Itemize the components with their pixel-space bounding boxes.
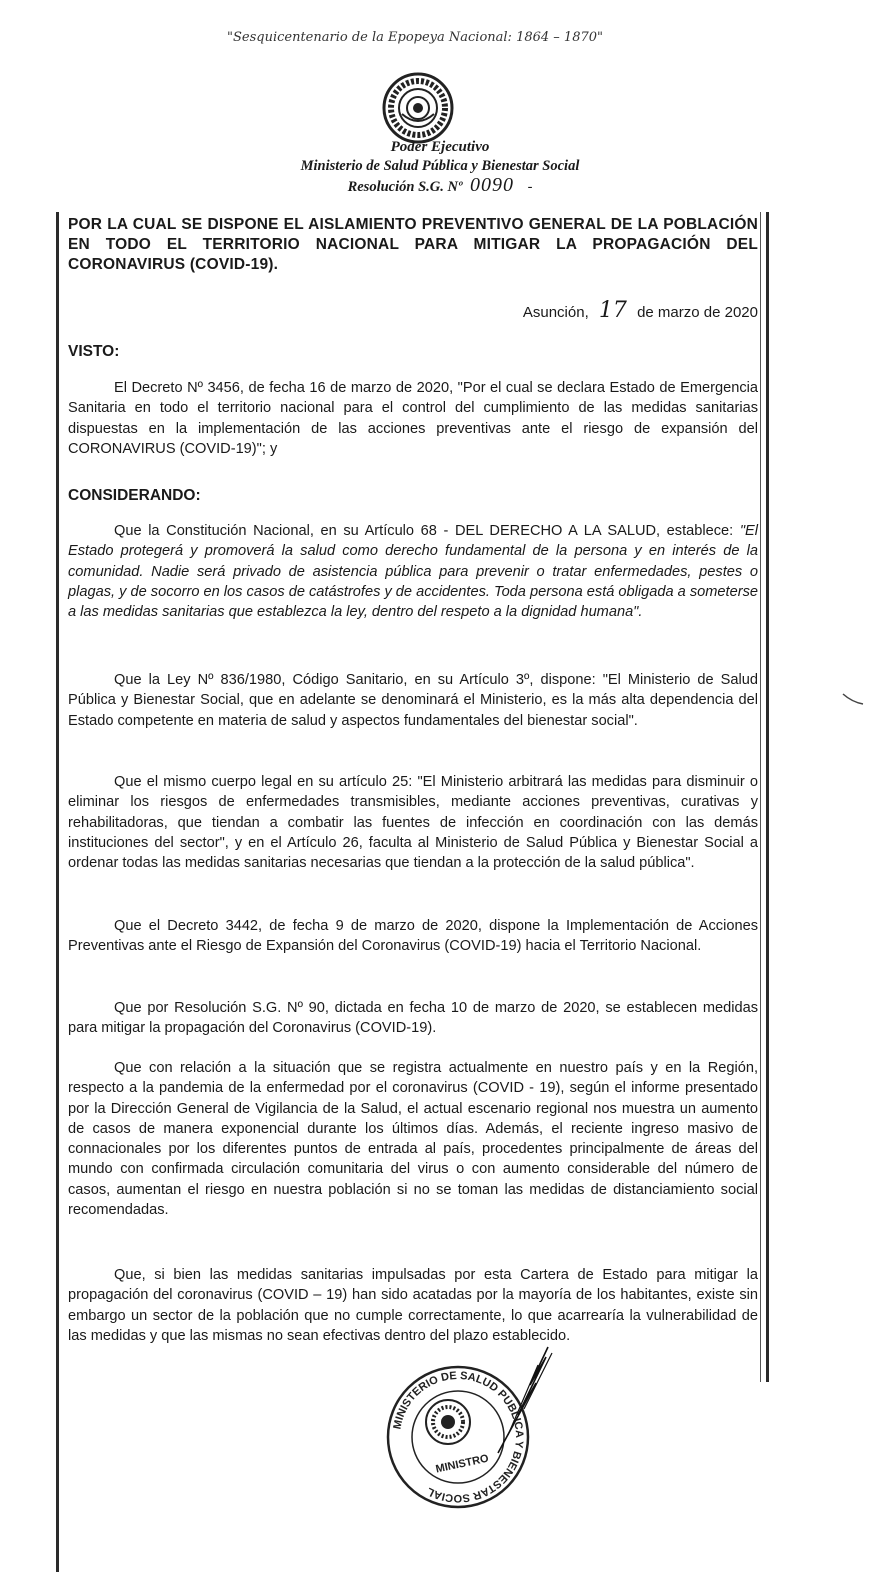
date-day: 17 xyxy=(598,298,627,323)
visto-paragraph xyxy=(68,378,758,459)
p7-text: Que, si bien las medidas sanitarias impulsadas por esta Cartera de Estado para mitigar la propagación del coronavirus (COVID – 19) han sido acatadas por la mayoría de los habitantes, existe sin embargo un sector de la población que no cumple correctamente, lo que acarrearía la vulnerabilidad de las medidas y que las mismas no sean efectivas dentro del plazo establecido. xyxy=(68,1267,758,1344)
visto-text: El Decreto Nº 3456, de fecha 16 de marzo de 2020, "Por el cual se declara Estado de Emergencia Sanitaria en todo el territorio nacional para el control del cumplimiento de las medidas sanitarias dispuestas en la implementación de las acciones preventivas ante el riesgo de expansión del CORONAVIRUS (COVID-19)"; y xyxy=(68,380,758,457)
date-rest: de marzo de 2020 xyxy=(637,304,758,321)
considerando-paragraph-6 xyxy=(68,1058,758,1220)
national-seal-icon xyxy=(380,70,456,146)
issuer-header xyxy=(230,138,650,197)
right-margin-bar xyxy=(766,212,769,1382)
p4-text: Que el Decreto 3442, de fecha 9 de marzo de 2020, dispone la Implementación de Acciones Preventivas ante el Riesgo de Expansión del Coronavirus (COVID-19) hacia el Territorio Nacional. xyxy=(68,918,758,955)
p1-lead: Que la Constitución Nacional, en su Artículo 68 - DEL DERECHO A LA SALUD, establece: xyxy=(114,523,740,539)
date-city: Asunción, xyxy=(522,304,589,321)
resolution-title: POR LA CUAL SE DISPONE EL AISLAMIENTO PREVENTIVO GENERAL DE LA POBLACIÓN EN TODO EL TERRITORIO NACIONAL PARA MITIGAR LA PROPAGACIÓN DEL CORONAVIRUS (COVID-19). xyxy=(68,216,758,273)
considerando-paragraph-5 xyxy=(68,998,758,1039)
p6-text: Que con relación a la situación que se registra actualmente en nuestro país y en la Región, respecto a la pandemia de la enfermedad por el coronavirus (COVID - 19), según el informe presentado por la Dirección General de Vigilancia de la Salud, el actual escenario regional nos muestra un aumento de casos de manera exponencial durante los últimos días. Además, el reciente ingreso masivo de connacionales por los diferentes puntos de entrada al país, procedentes principalmente de áreas del mundo con confirmada circulación comunitaria del virus o con aumento considerable del número de casos, aumentan el riesgo en nuestra población si no se toman las medidas de distanciamiento social recomendadas. xyxy=(68,1060,758,1219)
p1-quote: "El Estado protegerá y promoverá la salud como derecho fundamental de la persona y en interés de la comunidad. Nadie será privado de asistencia pública para prevenir o tratar enfermedades, pestes o plagas, y de socorro en los casos de catástrofes y de accidentes. Toda persona está obligada a someterse a las medidas sanitarias que establezca la ley, dentro del respeto a la dignidad humana". xyxy=(68,523,758,621)
considerando-paragraph-4 xyxy=(68,916,758,957)
resolution-label: Resolución S.G. Nº xyxy=(347,179,463,195)
left-margin-bar xyxy=(56,212,59,1572)
stamp-inner-text: MINISTRO xyxy=(434,1452,490,1476)
resolution-dash: - xyxy=(527,179,533,195)
motto-line: "Sesquicentenario de la Epopeya Nacional: 1864 – 1870" xyxy=(227,30,603,45)
resolution-line xyxy=(230,176,650,197)
considerando-paragraph-1 xyxy=(68,521,758,622)
ministry-name: Ministerio de Salud Pública y Bienestar Social xyxy=(300,158,580,174)
p3-text: Que el mismo cuerpo legal en su artículo 25: "El Ministerio arbitrará las medidas para disminuir o eliminar los riesgos de enfermedades transmisibles, mediante acciones preventivas, curativas y rehabilitadoras, que tiendan a combatir las fuentes de infección en coordinación con las demás instituciones del sector", y en el Artículo 26, faculta al Ministerio de Salud Pública y Bienestar Social a ordenar todas las medidas sanitarias necesarias que tiendan a la protección de la salud pública". xyxy=(68,774,758,872)
considerando-paragraph-7 xyxy=(68,1265,758,1346)
p5-text: Que por Resolución S.G. Nº 90, dictada en fecha 10 de marzo de 2020, se establecen medidas para mitigar la propagación del Coronavirus (COVID-19). xyxy=(68,1000,758,1037)
signature-icon xyxy=(478,1345,568,1455)
right-margin-bar-inner xyxy=(760,212,761,1382)
margin-tick-mark xyxy=(842,692,864,706)
p2-text: Que la Ley Nº 836/1980, Código Sanitario, en su Artículo 3º, dispone: "El Ministerio de Salud Pública y Bienestar Social, que en adelante se denominará el Ministerio, es la más alta dependencia del Estado competente en materia de salud y aspectos fundamentales del bienestar social". xyxy=(68,672,758,729)
branch-name: Poder Ejecutivo xyxy=(390,139,490,155)
considerando-heading: CONSIDERANDO: xyxy=(68,487,201,504)
considerando-paragraph-3 xyxy=(68,772,758,873)
stamp-ring-text: MINISTERIO DE SALUD PUBLICA Y BIENESTAR SOCIAL xyxy=(391,1369,526,1505)
date-line xyxy=(440,298,758,323)
resolution-number: 0090 xyxy=(469,174,514,196)
considerando-paragraph-2 xyxy=(68,670,758,731)
visto-heading: VISTO: xyxy=(68,343,120,360)
